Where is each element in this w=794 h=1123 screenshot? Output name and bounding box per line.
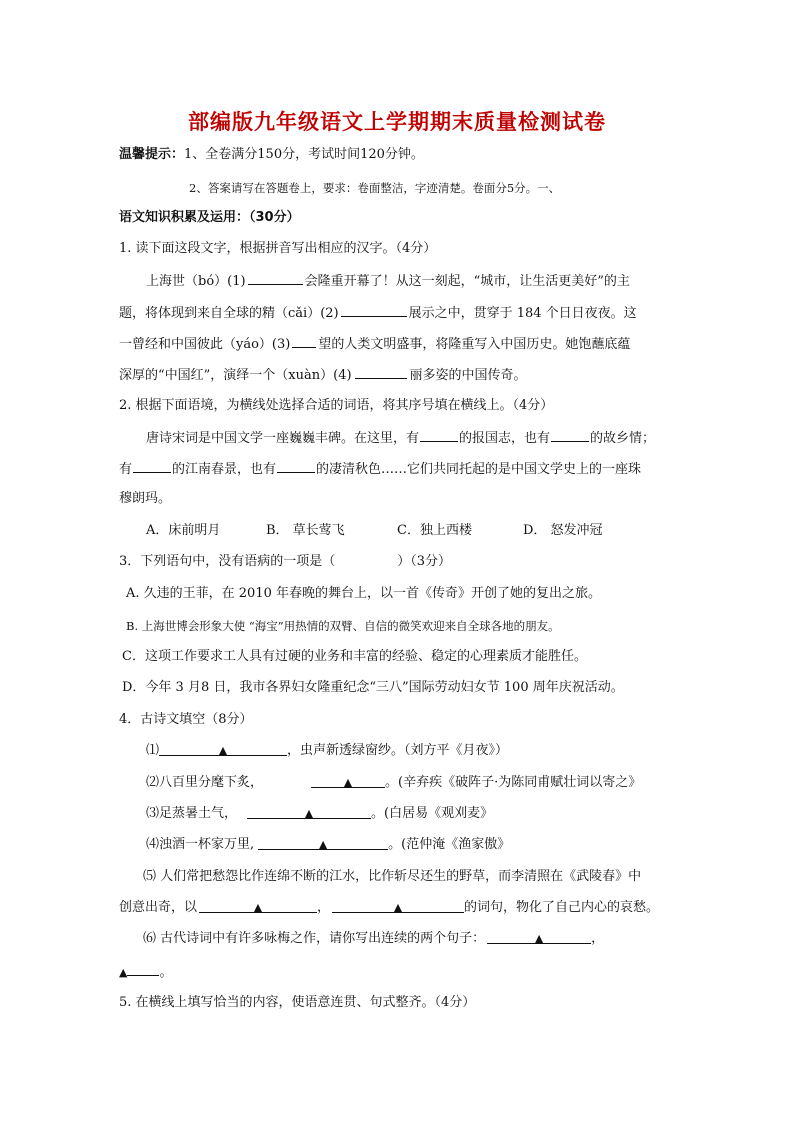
section-heading: 语文知识积累及运用：（30分） xyxy=(119,210,300,225)
q4-item-2 xyxy=(146,775,641,791)
q4-text: 。(白居易《观刈麦》 xyxy=(371,806,494,821)
blank-line[interactable] xyxy=(127,963,159,976)
q1-text: 展示之中，贯穿于 184 个日日夜夜。这 xyxy=(408,306,637,321)
q4-item-6-line-1 xyxy=(143,931,604,947)
blank-line[interactable] xyxy=(199,900,317,913)
q2-option-d: D． 怒发冲冠 xyxy=(523,523,603,538)
q1-text: 上海世（bó）(1) xyxy=(146,274,246,289)
q4-text: 创意出奇，以 xyxy=(119,900,198,915)
q4-text: ⑷浊酒一杯家万里, xyxy=(146,837,255,852)
blank-line[interactable] xyxy=(311,775,385,788)
q1-text: 题，将体现到来自全球的精（cǎi）(2) xyxy=(119,306,339,321)
q3-option-b: B. 上海世博会形象大使 “海宝”用热情的双臂、自信的微笑欢迎来自全球各地的朋友。 xyxy=(126,619,560,633)
q1-text: 望的人类文明盛事，将隆重写入中国历史。她饱蘸底蕴 xyxy=(318,337,631,352)
q4-text: 的词句，物化了自己内心的哀愁。 xyxy=(464,900,660,915)
q4-item-4 xyxy=(146,837,510,853)
q2-stem: 2. 根据下面语境，为横线处选择合适的词语，将其序号填在横线上。（4分） xyxy=(119,398,554,413)
q3-stem-text: 3．下列语句中，没有语病的一项是（ xyxy=(119,554,336,569)
blank-line[interactable] xyxy=(292,335,316,348)
q3-stem xyxy=(119,554,451,570)
q4-text: 。 xyxy=(159,965,173,980)
q2-text: 唐诗宋词是中国文学一座巍巍丰碑。在这里，有 xyxy=(146,431,420,446)
q4-item-3 xyxy=(146,806,493,822)
triangle-marker: ▲ xyxy=(253,901,263,914)
q1-text: 会隆重开幕了！从这一刻起，“城市，让生活更美好”的主 xyxy=(304,274,630,289)
blank-line[interactable] xyxy=(133,460,171,473)
q2-option-b: B． 草长莺飞 xyxy=(266,523,345,538)
q2-line-2 xyxy=(119,460,641,478)
triangle-marker: ▲ xyxy=(304,807,314,820)
page-title: 部编版九年级语文上学期期末质量检测试卷 xyxy=(188,110,606,134)
q4-text: ，虫声新透绿窗纱。（刘方平《月夜》） xyxy=(287,743,509,758)
q1-line-4 xyxy=(119,366,527,384)
q2-text: 有 xyxy=(119,462,133,477)
q4-text: ， xyxy=(591,931,605,946)
q1-text: 丽多姿的中国传奇。 xyxy=(409,368,527,383)
q4-text: 。(辛弃疾《破阵子·为陈同甫赋壮词以寄之》 xyxy=(385,775,642,790)
q1-text: 一曾经和中国彼此（yáo）(3) xyxy=(119,337,291,352)
q1-line-2 xyxy=(119,304,637,322)
blank-line[interactable] xyxy=(355,366,407,379)
q4-item-5-line-2 xyxy=(119,900,659,916)
q4-text: 。(范仲淹《渔家傲》 xyxy=(388,837,511,852)
blank-line[interactable] xyxy=(277,460,315,473)
blank-line[interactable] xyxy=(332,900,464,913)
q4-text: ⑶足蒸暑土气， xyxy=(146,806,238,821)
q2-text: 的报国志，也有 xyxy=(459,431,551,446)
q2-text: 的凄清秋色……它们共同托起的是中国文学史上的一座珠 xyxy=(316,462,642,477)
blank-line[interactable] xyxy=(159,743,287,756)
triangle-marker: ▲ xyxy=(218,744,228,757)
blank-line[interactable] xyxy=(420,429,458,442)
q5-stem: 5. 在横线上填写恰当的内容，使语意连贯、句式整齐。（4分） xyxy=(119,995,476,1010)
tip-1: 1、全卷满分150分，考试时间120分钟。 xyxy=(184,147,424,162)
blank-line[interactable] xyxy=(258,837,388,850)
triangle-marker: ▲ xyxy=(343,776,353,789)
triangle-marker: ▲ xyxy=(534,932,544,945)
q3-option-c: C．这项工作要求工人具有过硬的业务和丰富的经验、稳定的心理素质才能胜任。 xyxy=(122,649,587,664)
triangle-marker: ▲ xyxy=(119,966,128,979)
q4-item-1 xyxy=(146,743,508,759)
q3-stem-text: ）（3分） xyxy=(397,554,452,569)
q3-option-d: D．今年 3 月8 日，我市各界妇女隆重纪念“三八”国际劳动妇女节 100 周年庆祝活动。 xyxy=(122,680,624,695)
q4-text: ⑹ 古代诗词中有许多咏梅之作，请你写出连续的两个句子： xyxy=(143,931,486,946)
q4-item-5-line-1: ⑸ 人们常把愁怨比作连绵不断的江水，比作斩尽还生的野草，而李清照在《武陵春》中 xyxy=(143,869,642,884)
q3-option-a: A. 久违的王菲，在 2010 年春晚的舞台上，以一首《传奇》开创了她的复出之旅。 xyxy=(126,586,602,601)
tip-line-1 xyxy=(119,147,424,163)
blank-line[interactable] xyxy=(248,272,303,285)
q4-text: ， xyxy=(317,900,331,915)
tip-label: 温馨提示： xyxy=(119,147,185,162)
triangle-marker: ▲ xyxy=(393,901,403,914)
q4-number: ⑴ xyxy=(146,743,160,758)
q2-options xyxy=(146,523,603,539)
q2-option-a: A．床前明月 xyxy=(146,523,221,538)
q4-text: ⑵八百里分麾下炙， xyxy=(146,775,264,790)
blank-line[interactable] xyxy=(551,429,589,442)
q1-line-1 xyxy=(146,272,630,290)
triangle-marker: ▲ xyxy=(318,838,328,851)
q1-text: 深厚的“中国红”，演绎一个（xuàn）(4) xyxy=(119,368,352,383)
blank-line[interactable] xyxy=(487,931,591,944)
blank-line[interactable] xyxy=(341,304,407,317)
q2-line-1 xyxy=(146,429,655,447)
q4-item-6-line-2 xyxy=(119,963,172,981)
blank-line[interactable] xyxy=(247,806,371,819)
q1-stem: 1. 读下面这段文字，根据拼音写出相应的汉字。（4分） xyxy=(119,241,437,256)
q2-text: 的江南春景，也有 xyxy=(172,462,277,477)
q4-stem: 4．古诗文填空（8分） xyxy=(119,712,253,727)
q1-line-3 xyxy=(119,335,630,353)
tip-2: 2、答案请写在答题卷上，要求：卷面整洁，字迹清楚。卷面分5分。一、 xyxy=(189,181,561,195)
q2-text: 的故乡情； xyxy=(590,431,656,446)
q2-line-3: 穆朗玛。 xyxy=(119,491,172,506)
q2-option-c: C．独上西楼 xyxy=(397,523,472,538)
